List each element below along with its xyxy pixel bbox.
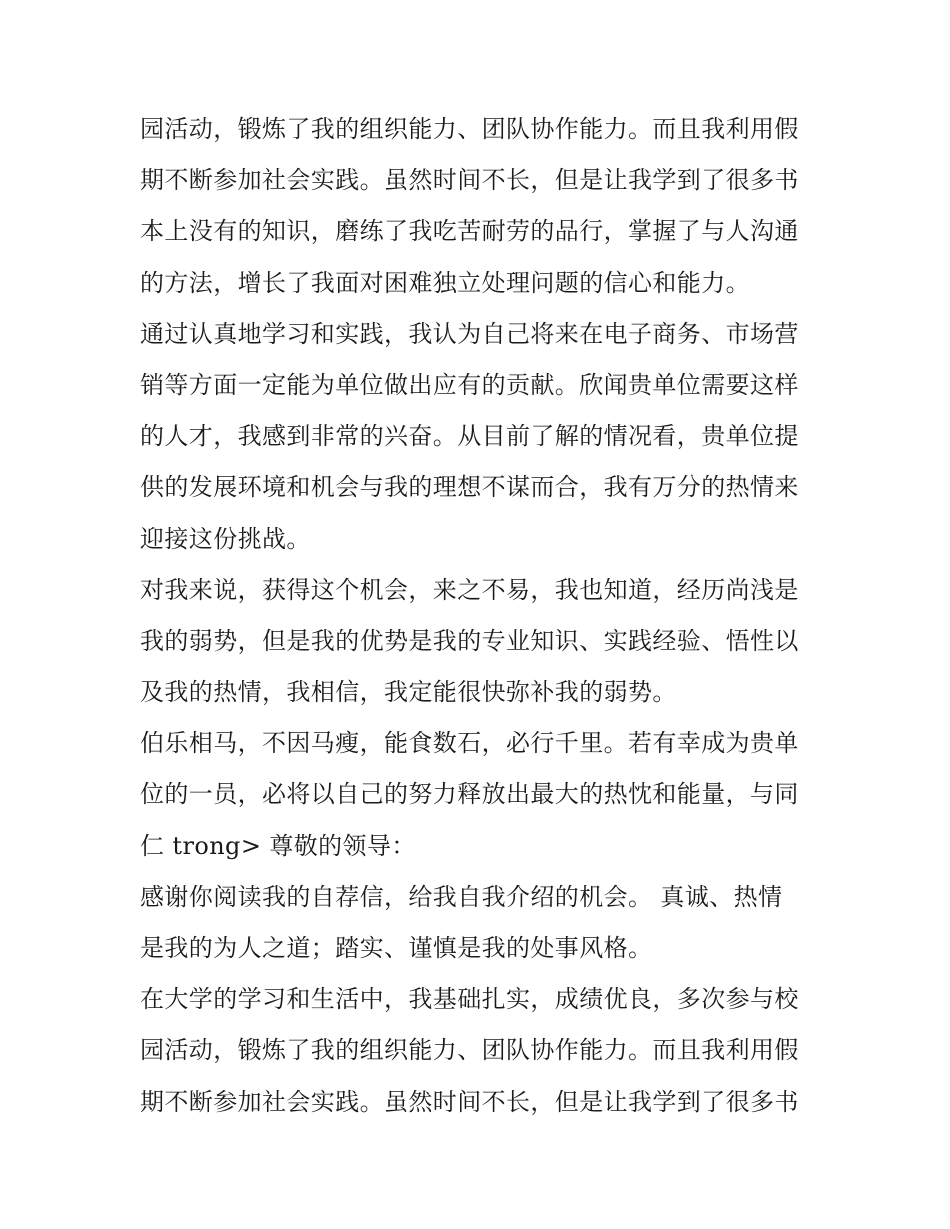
text-line: 对我来说，获得这个机会，来之不易，我也知道，经历尚浅是 [140, 575, 799, 604]
text-line: 销等方面一定能为单位做出应有的贡献。欣闻贵单位需要这样 [140, 370, 799, 399]
text-line: 位的一员，必将以自己的努力释放出最大的热忱和能量，与同 [140, 780, 799, 809]
text-line: 期不断参加社会实践。虽然时间不长，但是让我学到了很多书 [140, 166, 799, 195]
text-line: 在大学的学习和生活中，我基础扎实，成绩优良，多次参与校 [140, 985, 799, 1014]
text-line: 伯乐相马，不因马瘦，能食数石，必行千里。若有幸成为贵单 [140, 729, 799, 758]
text-line: 供的发展环境和机会与我的理想不谋而合，我有万分的热情来 [140, 473, 799, 502]
text-line: 的人才，我感到非常的兴奋。从目前了解的情况看，贵单位提 [140, 422, 799, 451]
text-line: 通过认真地学习和实践，我认为自己将来在电子商务、市场营 [140, 319, 799, 348]
text-line: 期不断参加社会实践。虽然时间不长，但是让我学到了很多书 [140, 1087, 799, 1116]
text-line: 的方法，增长了我面对困难独立处理问题的信心和能力。 [140, 268, 750, 297]
text-line: 本上没有的知识，磨练了我吃苦耐劳的品行，掌握了与人沟通 [140, 217, 799, 246]
text-line: 感谢你阅读我的自荐信，给我自我介绍的机会。 真诚、热情 [140, 882, 783, 911]
text-line: 我的弱势，但是我的优势是我的专业知识、实践经验、悟性以 [140, 626, 799, 655]
text-line: 及我的热情，我相信，我定能很快弥补我的弱势。 [140, 678, 677, 707]
text-line: 是我的为人之道；踏实、谨慎是我的处事风格。 [140, 934, 653, 962]
text-line: 迎接这份挑战。 [140, 524, 311, 553]
document-body [140, 104, 820, 1128]
text-line: 园活动，锻炼了我的组织能力、团队协作能力。而且我利用假 [140, 115, 799, 143]
text-line: 园活动，锻炼了我的组织能力、团队协作能力。而且我利用假 [140, 1036, 799, 1065]
text-line: 仁 trong> 尊敬的领导： [140, 831, 416, 860]
